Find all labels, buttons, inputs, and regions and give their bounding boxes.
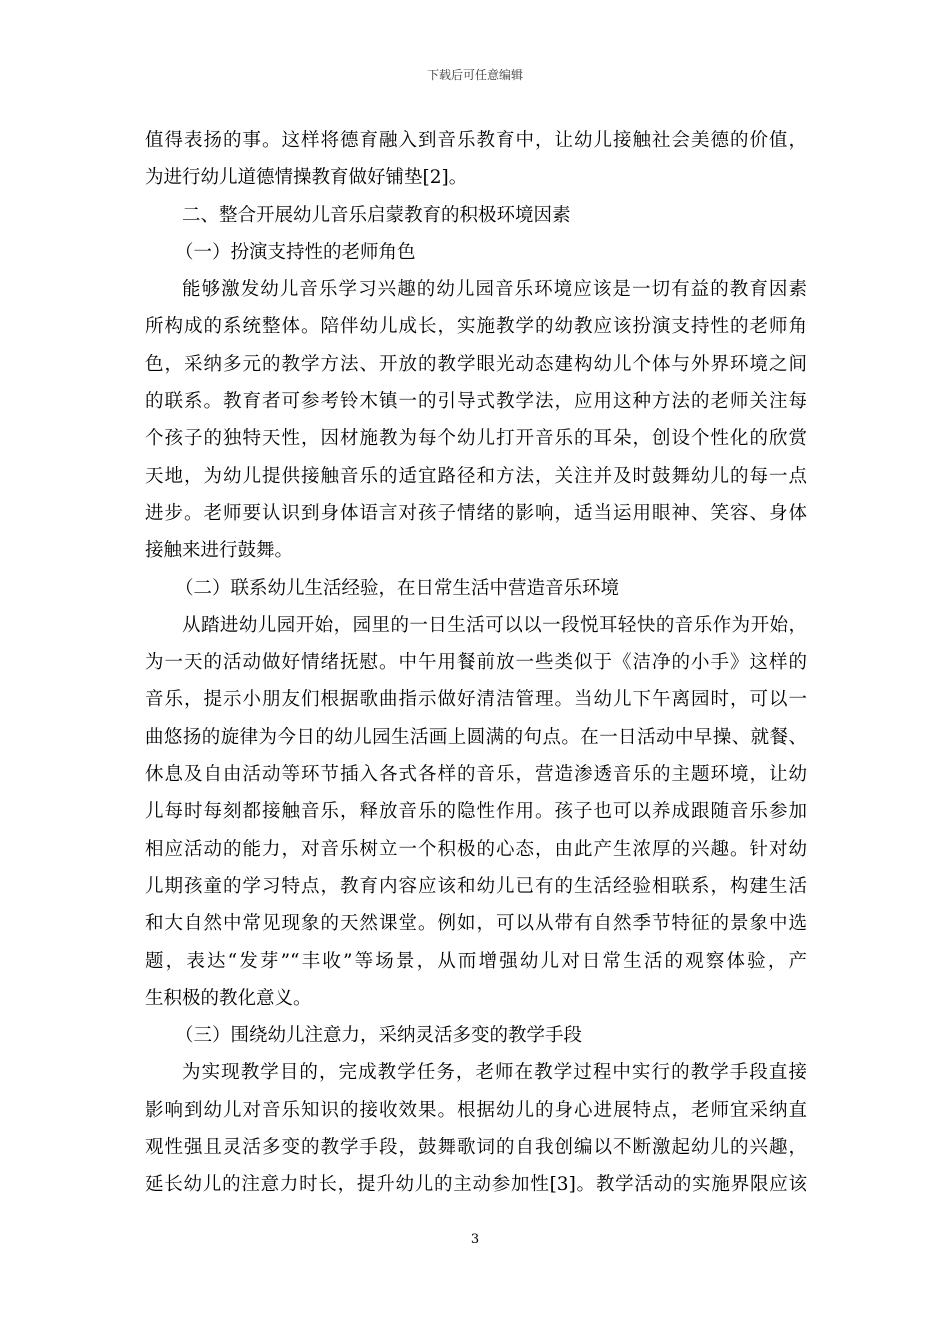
- subsection-heading: （一）扮演支持性的老师角色: [175, 241, 416, 263]
- paragraph-line: 休息及自由活动等环节插入各式各样的音乐，营造渗透音乐的主题环境，让幼: [145, 764, 807, 786]
- subsection-heading: （二）联系幼儿生活经验，在日常生活中营造音乐环境: [175, 577, 620, 599]
- paragraph-first-line: 从踏进幼儿园开始，园里的一日生活可以以一段悦耳轻快的音乐作为开始，: [182, 614, 807, 636]
- paragraph-line: 所构成的系统整体。陪伴幼儿成长，实施教学的幼教应该扮演支持性的老师角: [145, 316, 807, 338]
- document-body: [145, 122, 807, 1204]
- paragraph-line: 题，表达“发芽”“丰收”等场景，从而增强幼儿对日常生活的观察体验，产: [145, 950, 807, 972]
- paragraph-line: 进步。老师要认识到身体语言对孩子情绪的影响，适当运用眼神、笑容、身体: [145, 502, 807, 524]
- paragraph-line: 影响到幼儿对音乐知识的接收效果。根据幼儿的身心进展特点，老师宜采纳直: [145, 1099, 807, 1121]
- page-number: 3: [470, 1232, 480, 1247]
- paragraph-line: 曲悠扬的旋律为今日的幼儿园生活画上圆满的句点。在一日活动中早操、就餐、: [145, 726, 807, 748]
- header-note: 下载后可任意编辑: [426, 68, 523, 82]
- paragraph-line: 观性强且灵活多变的教学手段，鼓舞歌词的自我创编以不断激起幼儿的兴趣，: [145, 1137, 807, 1159]
- paragraph-line: 延长幼儿的注意力时长，提升幼儿的主动参加性[3]。教学活动的实施界限应该: [145, 1174, 807, 1196]
- subsection-heading: （三）围绕幼儿注意力，采纳灵活多变的教学手段: [175, 1025, 583, 1047]
- paragraph-line: 为一天的活动做好情绪抚慰。中午用餐前放一些类似于《洁净的小手》这样的: [145, 652, 807, 674]
- paragraph-line: 色，采纳多元的教学方法、开放的教学眼光动态建构幼儿个体与外界环境之间: [145, 353, 807, 375]
- paragraph-line: 和大自然中常见现象的天然课堂。例如，可以从带有自然季节特征的景象中选: [145, 913, 807, 935]
- paragraph-line: 生积极的教化意义。: [145, 987, 312, 1009]
- paragraph-line: 接触来进行鼓舞。: [145, 540, 294, 562]
- paragraph-line: 为进行幼儿道德情操教育做好铺垫[2]。: [145, 167, 468, 189]
- section-heading: 二、整合开展幼儿音乐启蒙教育的积极环境因素: [182, 204, 571, 226]
- paragraph-line: 儿期孩童的学习特点，教育内容应该和幼儿已有的生活经验相联系，构建生活: [145, 875, 807, 897]
- paragraph-line: 值得表扬的事。这样将德育融入到音乐教育中，让幼儿接触社会美德的价值，: [145, 130, 807, 151]
- paragraph-first-line: 为实现教学目的，完成教学任务，老师在教学过程中实行的教学手段直接: [182, 1062, 807, 1084]
- paragraph-line: 天地，为幼儿提供接触音乐的适宜路径和方法，关注并及时鼓舞幼儿的每一点: [145, 465, 807, 487]
- paragraph-line: 的联系。教育者可参考铃木镇一的引导式教学法，应用这种方法的老师关注每: [145, 391, 807, 413]
- paragraph-line: 儿每时每刻都接触音乐，释放音乐的隐性作用。孩子也可以养成跟随音乐参加: [145, 801, 807, 823]
- paragraph-line: 音乐，提示小朋友们根据歌曲指示做好清洁管理。当幼儿下午离园时，可以一: [145, 689, 807, 711]
- paragraph-first-line: 能够激发幼儿音乐学习兴趣的幼儿园音乐环境应该是一切有益的教育因素: [182, 279, 807, 301]
- paragraph-line: 个孩子的独特天性，因材施教为每个幼儿打开音乐的耳朵，创设个性化的欣赏: [145, 428, 807, 450]
- paragraph-line: 相应活动的能力，对音乐树立一个积极的心态，由此产生浓厚的兴趣。针对幼: [145, 838, 807, 860]
